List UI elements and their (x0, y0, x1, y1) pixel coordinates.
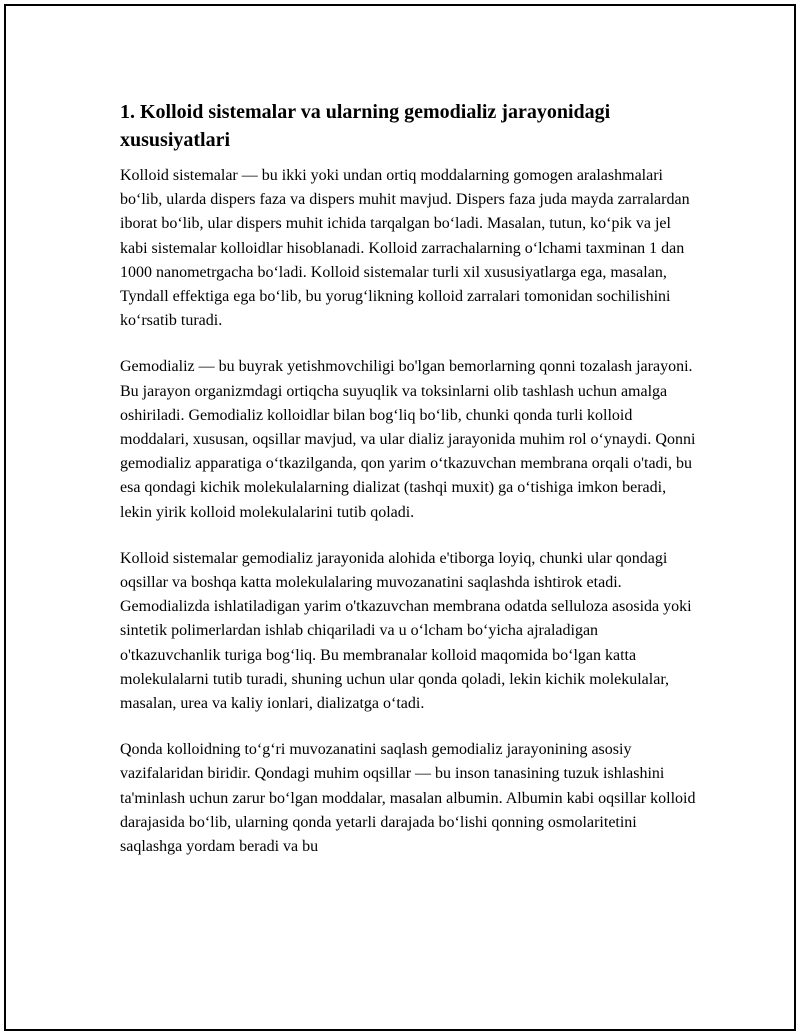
paragraph-colloid-systems: Kolloid sistemalar — bu ikki yoki undan ortiq moddalarning gomogen aralashmalari bo‘lib, ularda dispers faza va dispers muhit mavjud. Dispers faza juda mayda zarralardan iborat bo‘lib, ular dispers muhit ichida tarqalgan bo‘ladi. Masalan, tutun, ko‘pik va jel kabi sistemalar kolloidlar hisoblanadi. Kolloid zarrachalarning o‘lchami taxminan 1 dan 1000 nanometrgacha bo‘ladi. Kolloid sistemalar turli xil xususiyatlarga ega, masalan, Tyndall effektiga ega bo‘lib, bu yorug‘likning kolloid zarralari tomonidan sochilishini ko‘rsatib turadi. (120, 167, 690, 330)
document-body (120, 98, 700, 881)
page-frame (4, 4, 796, 1031)
paragraph-protein-balance: Qonda kolloidning to‘g‘ri muvozanatini saqlash gemodializ jarayonining asosiy vazifalaridan biridir. Qondagi muhim oqsillar — bu inson tanasining tuzuk ishlashini ta'minlash uchun zarur bo‘lgan moddalar, masalan albumin. Albumin kabi oqsillar kolloid darajasida bo‘lib, ularning qonda yetarli darajada bo‘lishi qonning osmolaritetini saqlashga yordam beradi va bu (120, 741, 696, 856)
paragraph-membrane: Kolloid sistemalar gemodializ jarayonida alohida e'tiborga loyiq, chunki ular qondagi oqsillar va boshqa katta molekulalaring muvozanatini saqlashda ishtirok etadi. Gemodializda ishlatiladigan yarim o'tkazuvchan membrana odatda selluloza asosida yoki sintetik polimerlardan ishlab chiqariladi va u o‘lcham bo‘yicha ajraladigan o'tkazuvchanlik turiga bog‘liq. Bu membranalar kolloid maqomida bo‘lgan katta molekulalarni tutib turadi, shuning uchun ular qonda qoladi, lekin kichik molekulalar, masalan, urea va kaliy ionlari, dializatga o‘tadi. (120, 549, 692, 713)
section-heading: 1. Kolloid sistemalar va ularning gemodializ jarayonidagi xususiyatlari (120, 101, 611, 151)
paragraph-hemodialysis: Gemodializ — bu buyrak yetishmovchiligi bo'lgan bemorlarning qonni tozalash jarayoni. Bu jarayon organizmdagi ortiqcha suyuqlik va toksinlarni olib tashlash uchun amalga oshiriladi. Gemodializ kolloidlar bilan bog‘liq bo‘lib, chunki qonda turli kolloid moddalari, xususan, oqsillar mavjud, va ular dializ jarayonida muhim rol o‘ynaydi. Qonni gemodializ apparatiga o‘tkazilganda, qon yarim o‘tkazuvchan membrana orqali o'tadi, bu esa qondagi kichik molekulalarning dializat (tashqi muxit) ga o‘tishiga imkon beradi, lekin yirik kolloid molekulalarini tutib qoladi. (120, 358, 696, 521)
